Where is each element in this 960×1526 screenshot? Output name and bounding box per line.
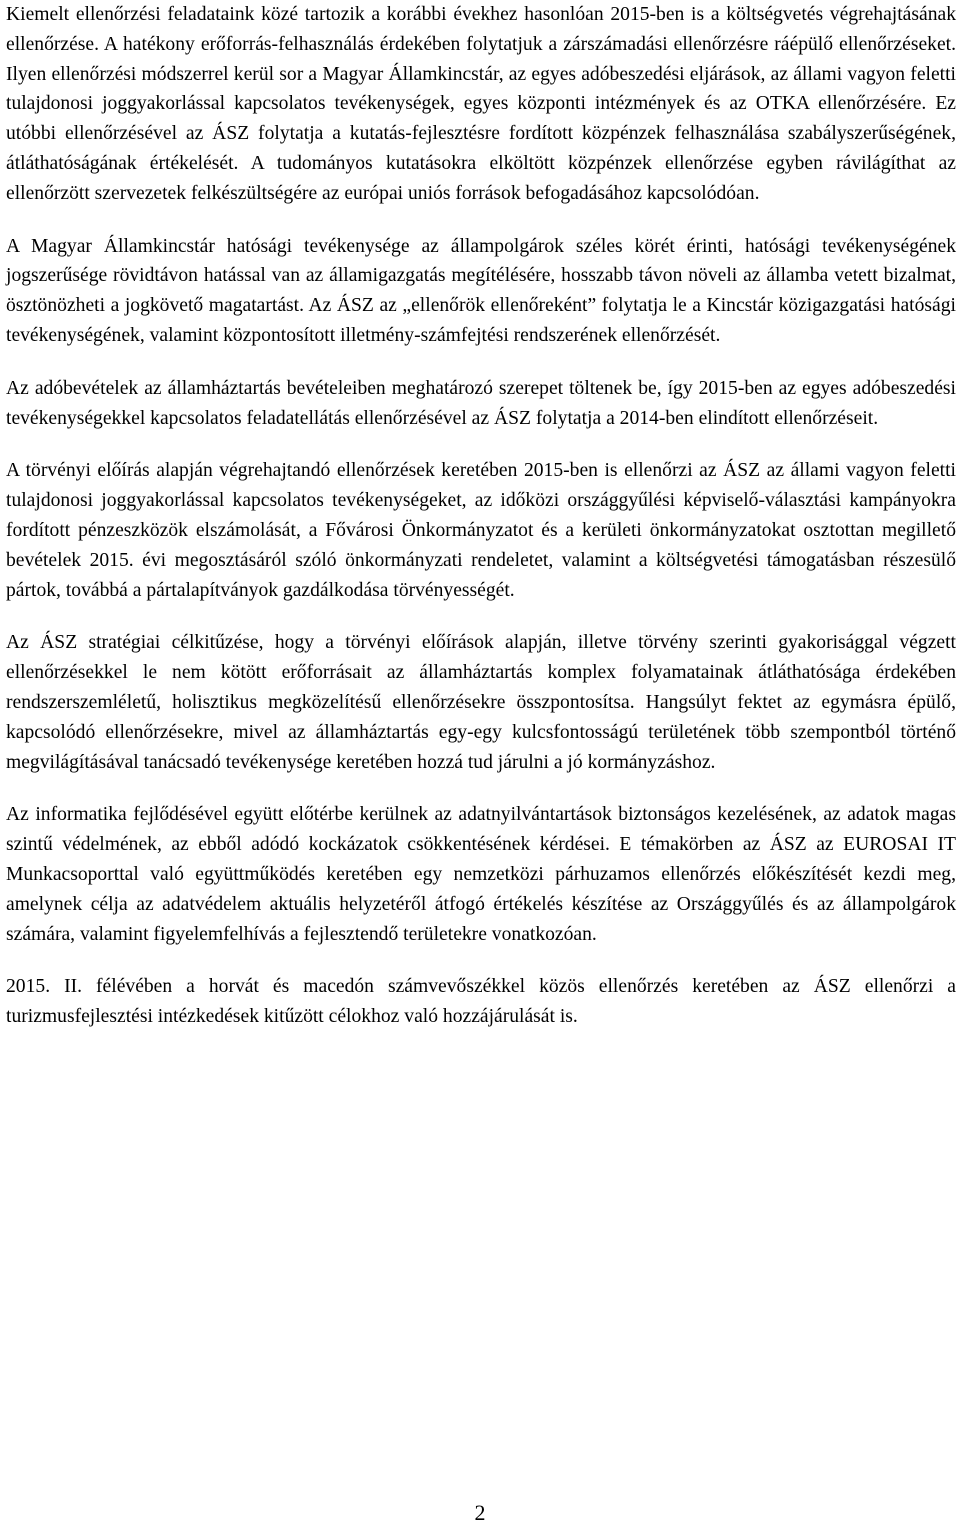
paragraph-budget-audits: Kiemelt ellenőrzési feladataink közé tartozik a korábbi évekhez hasonlóan 2015-ben is a költségvetés végrehajtásának ellenőrzése. A hatékony erőforrás-felhasználás érdekében folytatjuk a zárszámadási ellenőrzésre ráépülő ellenőrzéseket. Ilyen ellenőrzési módszerrel kerül sor a Magyar Államkincstár, az egyes adóbeszedési eljárások, az állami vagyon feletti tulajdonosi joggyakorlással kapcsolatos tevékenységek, egyes központi intézmények és az OTKA ellenőrzésére. Ez utóbbi ellenőrzésével az ÁSZ folytatja a kutatás-fejlesztésre fordított közpénzek felhasználása szabályszerűségének, átláthatóságának értékelését. A tudományos kutatásokra elköltött közpénzek ellenőrzése egyben rávilágíthat az ellenőrzött szervezetek felkészültségére az európai uniós források befogadásához kapcsolódóan.	[6, 4, 956, 204]
page-body	[6, 0, 956, 1055]
paragraph-statutory-audits: A törvényi előírás alapján végrehajtandó ellenőrzések keretében 2015-ben is ellenőrzi az ÁSZ az állami vagyon feletti tulajdonosi joggyakorlással kapcsolatos tevékenységeket, az időközi országgyűlési képviselő-választási kampányokra fordított pénzeszközök elszámolását, a Fővárosi Önkormányzatot és a kerületi önkormányzatokat osztottan megillető bevételek 2015. évi megosztásáról szóló önkormányzati rendeletet, valamint a költségvetési támogatásban részesülő pártok, továbbá a pártalapítványok gazdálkodása törvényességét.	[6, 460, 956, 601]
paragraph-strategic-goal: Az ÁSZ stratégiai célkitűzése, hogy a törvényi előírások alapján, illetve törvény szerinti gyakorisággal végzett ellenőrzésekkel le nem kötött erőforrásait az államháztartás komplex folyamatainak átláthatósága érdekében rendszerszemléletű, holisztikus megközelítésű ellenőrzésekre összpontosítsa. Hangsúlyt fektet az egymásra épülő, kapcsolódó ellenőrzésekre, mivel az államháztartás egy-egy kulcsfontosságú területének több szempontból történő megvilágításával tanácsadó tevékenysége keretében hozzá tud járulni a jó kormányzáshoz.	[6, 632, 956, 773]
paragraph-it-security: Az informatika fejlődésével együtt előtérbe kerülnek az adatnyilvántartások biztonságos kezelésének, az adatok magas szintű védelmének, az ebből adódó kockázatok csökkentésének kérdései. E témakörben az ÁSZ az EUROSAI IT Munkacsoporttal való együttműködés keretében egy nemzetközi párhuzamos ellenőrzés előkészítését kezdi meg, amelynek célja az adatvédelem aktuális helyzetéről átfogó értékelés készítése az Országgyűlés és az állampolgárok számára, valamint figyelemfelhívás a fejlesztendő területekre vonatkozóan.	[6, 804, 956, 945]
paragraph-tourism-audit: 2015. II. félévében a horvát és macedón számvevőszékkel közös ellenőrzés keretében az ÁSZ ellenőrzi a turizmusfejlesztési intézkedések kitűzött célokhoz való hozzájárulását is.	[6, 976, 956, 1028]
page-number: 2	[474, 1500, 486, 1525]
paragraph-tax-revenue: Az adóbevételek az államháztartás bevételeiben meghatározó szerepet töltenek be, így 2015-ben az egyes adóbeszedési tevékenységekkel kapcsolatos feladatellátás ellenőrzésével az ÁSZ folytatja a 2014-ben elindított ellenőrzéseit.	[6, 377, 956, 429]
paragraph-treasury-audit: A Magyar Államkincstár hatósági tevékenysége az állampolgárok széles körét érinti, hatósági tevékenységének jogszerűsége rövidtávon hatással van az államigazgatás megítélésére, hosszabb távon növeli az államba vetett bizalmat, ösztönözheti a jogkövető magatartást. Az ÁSZ az „ellenőrök ellenőreként” folytatja le a Kincstár közigazgatási hatósági tevékenységének, valamint központosított illetmény-számfejtési rendszerének ellenőrzését.	[6, 235, 956, 346]
